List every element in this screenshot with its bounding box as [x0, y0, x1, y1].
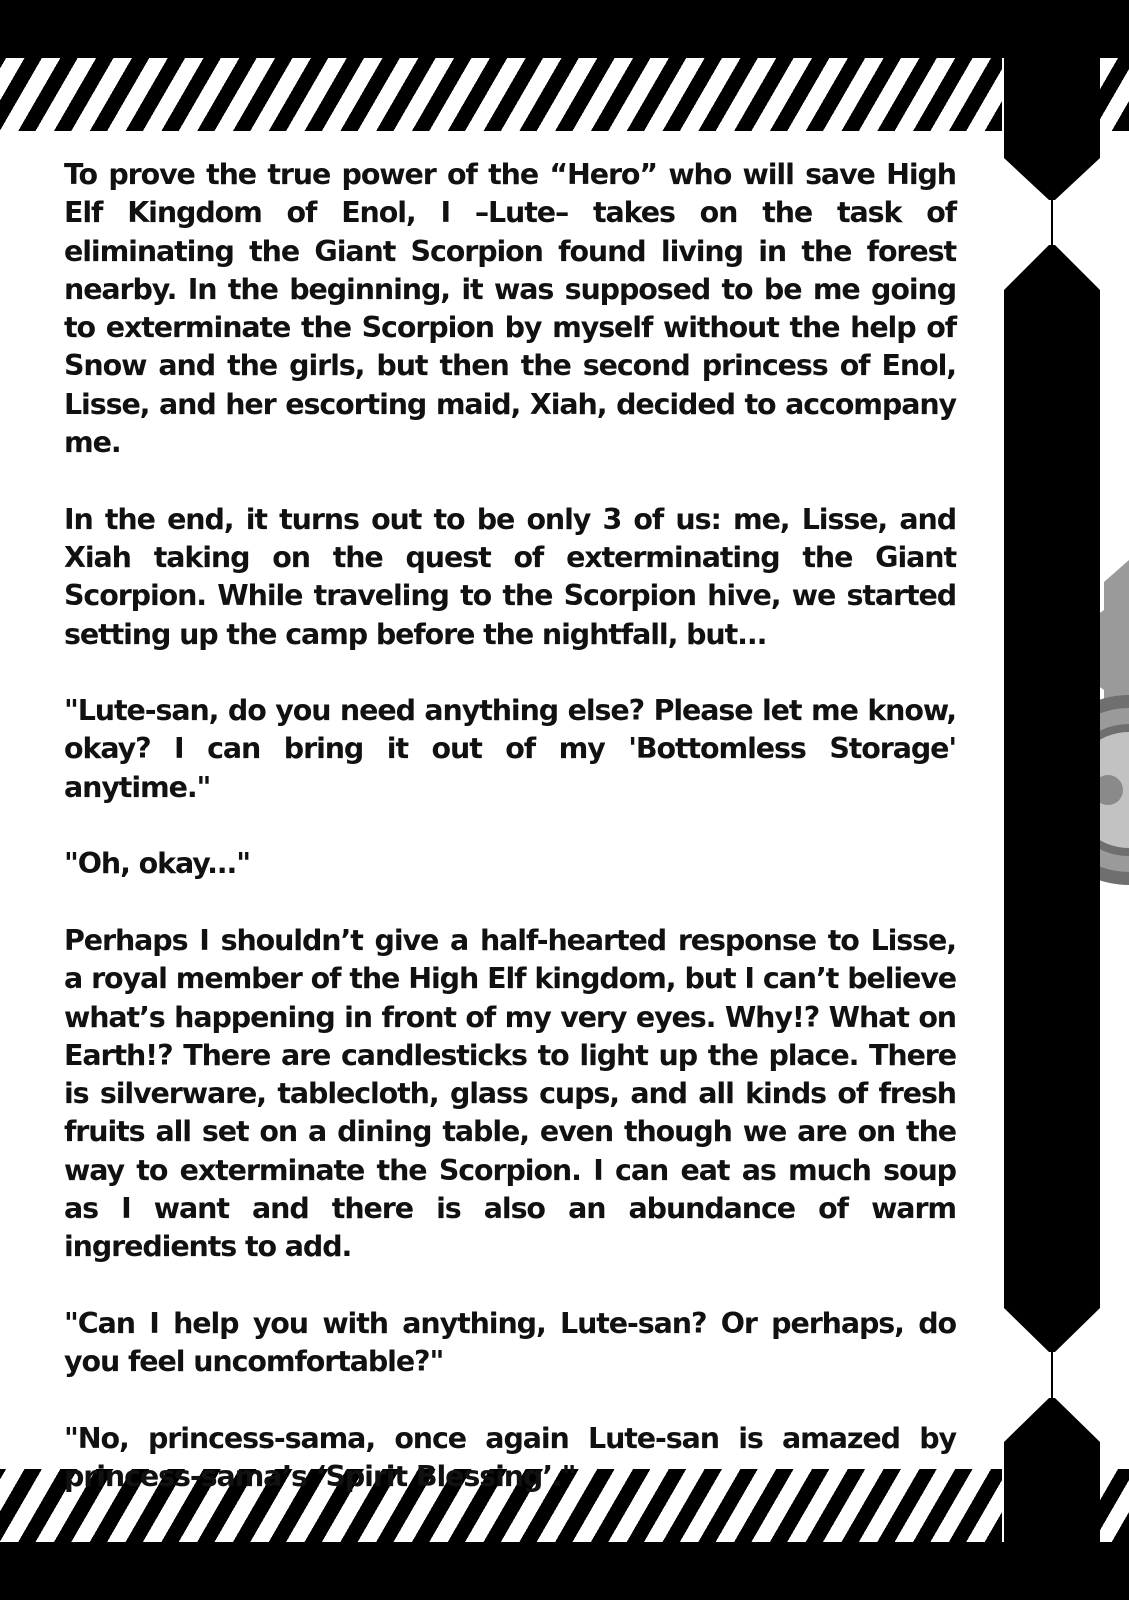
paragraph: To prove the true power of the “Hero” who will save High Elf Kingdom of Enol, I –Lute– takes on the task of eliminating the Giant Scorpion found living in the forest nearby. In the beginning, it was supposed to be me going to exterminate the Scorpion by myself without the help of Snow and the girls, but then the second princess of Enol, Lisse, and her escorting maid, Xiah, decided to accompany me.	[64, 158, 956, 460]
paragraph: In the end, it turns out to be only 3 of us: me, Lisse, and Xiah taking on the quest of exterminating the Giant Scorpion. While traveling to the Scorpion hive, we started setting up the camp before the nightfall, but...	[64, 502, 956, 651]
paragraph: "No, princess-sama, once again Lute-san is amazed by princess-sama’s ‘Spirit Blessing’."	[64, 1421, 956, 1494]
pillar-segment-middle	[1004, 245, 1100, 1352]
paragraph: "Lute-san, do you need anything else? Please let me know, okay? I can bring it out of my 'Bottomless Storage' anytime."	[64, 694, 956, 804]
paragraph: "Oh, okay..."	[64, 847, 250, 881]
pillar-segment-top	[1004, 58, 1100, 200]
story-text	[64, 156, 956, 1535]
paragraph: Perhaps I shouldn’t give a half-hearted response to Lisse, a royal member of the High Elf kingdom, but I can’t believe what’s happening in front of my very eyes. Why!? What on Earth!? There are candlesticks to light up the place. There is silverware, tablecloth, glass cups, and all kinds of fresh fruits all set on a dining table, even though we are on the way to exterminate the Scorpion. I can eat as much soup as I want and there is also an abundance of warm ingredients to add.	[64, 923, 956, 1264]
paragraph: "Can I help you with anything, Lute-san? Or perhaps, do you feel uncomfortable?"	[64, 1306, 956, 1379]
pillar-segment-bottom	[1004, 1398, 1100, 1542]
